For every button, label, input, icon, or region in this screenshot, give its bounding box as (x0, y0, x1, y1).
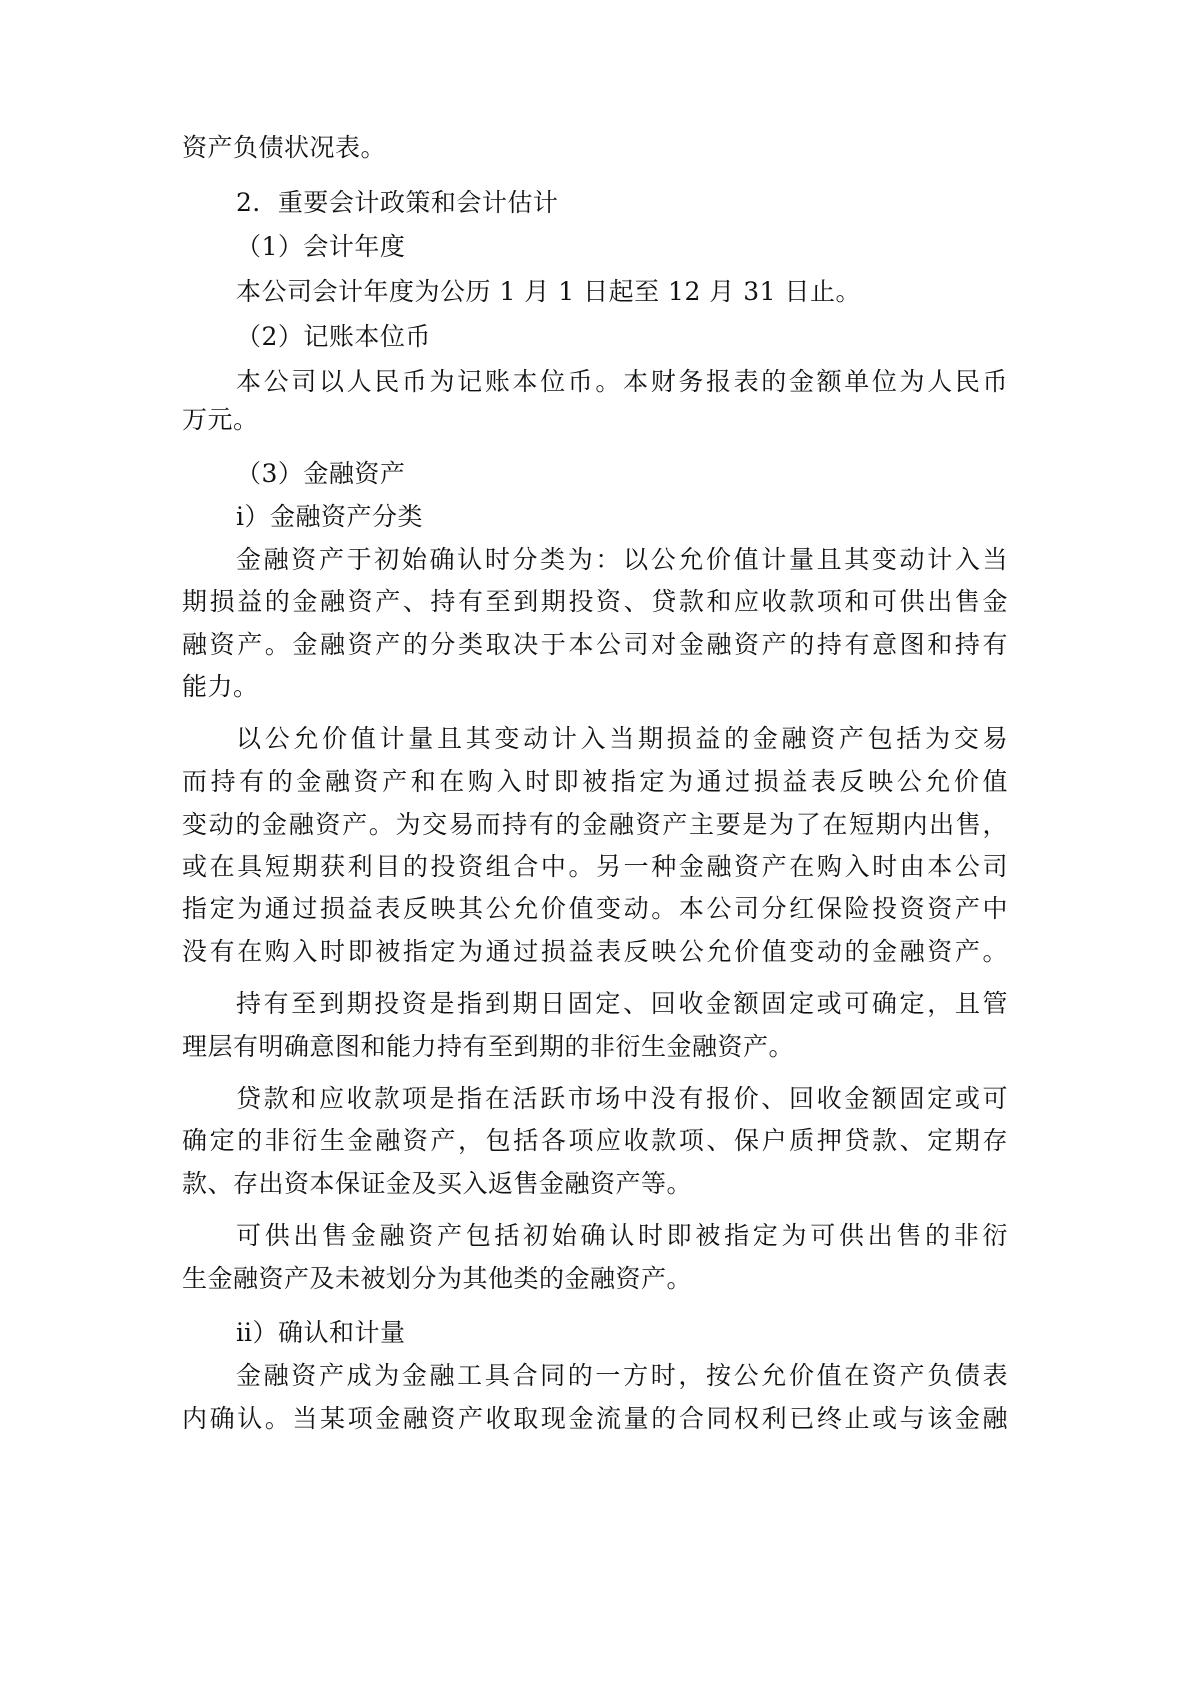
text-line: 资产负债状况表。 (182, 133, 387, 162)
text-line: 金融资产于初始确认时分类为：以公允价值计量且其变动计入当 (236, 545, 1008, 574)
text-line: 款、存出资本保证金及买入返售金融资产等。 (182, 1169, 693, 1198)
text-line: 生金融资产及未被划分为其他类的金融资产。 (182, 1264, 693, 1293)
text-line: 本公司以人民币为记账本位币。本财务报表的金额单位为人民币 (236, 367, 1008, 396)
text-line: 本公司会计年度为公历 1 月 1 日起至 12 月 31 日止。 (236, 277, 862, 306)
subsection-heading: （3）金融资产 (236, 459, 406, 488)
subsection-heading: （2）记账本位币 (236, 322, 431, 351)
text-line: 以公允价值计量且其变动计入当期损益的金融资产包括为交易 (236, 724, 1008, 753)
text-line: 理层有明确意图和能力持有至到期的非衍生金融资产。 (182, 1032, 795, 1061)
text-line: 内确认。当某项金融资产收取现金流量的合同权利已终止或与该金融 (182, 1404, 1008, 1433)
text-line: 没有在购入时即被指定为通过损益表反映公允价值变动的金融资产。 (182, 937, 1008, 966)
text-line: 万元。 (182, 405, 259, 434)
text-line: 能力。 (182, 672, 259, 701)
item-heading: ⅱ）确认和计量 (236, 1318, 406, 1347)
section-heading: 2．重要会计政策和会计估计 (236, 188, 559, 217)
text-line: 期损益的金融资产、持有至到期投资、贷款和应收款项和可供出售金 (182, 587, 1008, 616)
text-line: 可供出售金融资产包括初始确认时即被指定为可供出售的非衍 (236, 1221, 1008, 1250)
text-line: 金融资产成为金融工具合同的一方时，按公允价值在资产负债表 (236, 1361, 1008, 1390)
text-line: 持有至到期投资是指到期日固定、回收金额固定或可确定，且管 (236, 989, 1008, 1018)
text-line: 而持有的金融资产和在购入时即被指定为通过损益表反映公允价值 (182, 767, 1008, 796)
text-line: 或在具短期获利目的投资组合中。另一种金融资产在购入时由本公司 (182, 852, 1008, 881)
item-heading: ⅰ）金融资产分类 (236, 502, 423, 531)
text-line: 指定为通过损益表反映其公允价值变动。本公司分红保险投资资产中 (182, 894, 1008, 923)
text-line: 确定的非衍生金融资产，包括各项应收款项、保户质押贷款、定期存 (182, 1126, 1008, 1155)
subsection-heading: （1）会计年度 (236, 232, 406, 261)
text-line: 贷款和应收款项是指在活跃市场中没有报价、回收金额固定或可 (236, 1084, 1008, 1113)
text-line: 变动的金融资产。为交易而持有的金融资产主要是为了在短期内出售， (182, 810, 1008, 839)
text-line: 融资产。金融资产的分类取决于本公司对金融资产的持有意图和持有 (182, 630, 1008, 659)
